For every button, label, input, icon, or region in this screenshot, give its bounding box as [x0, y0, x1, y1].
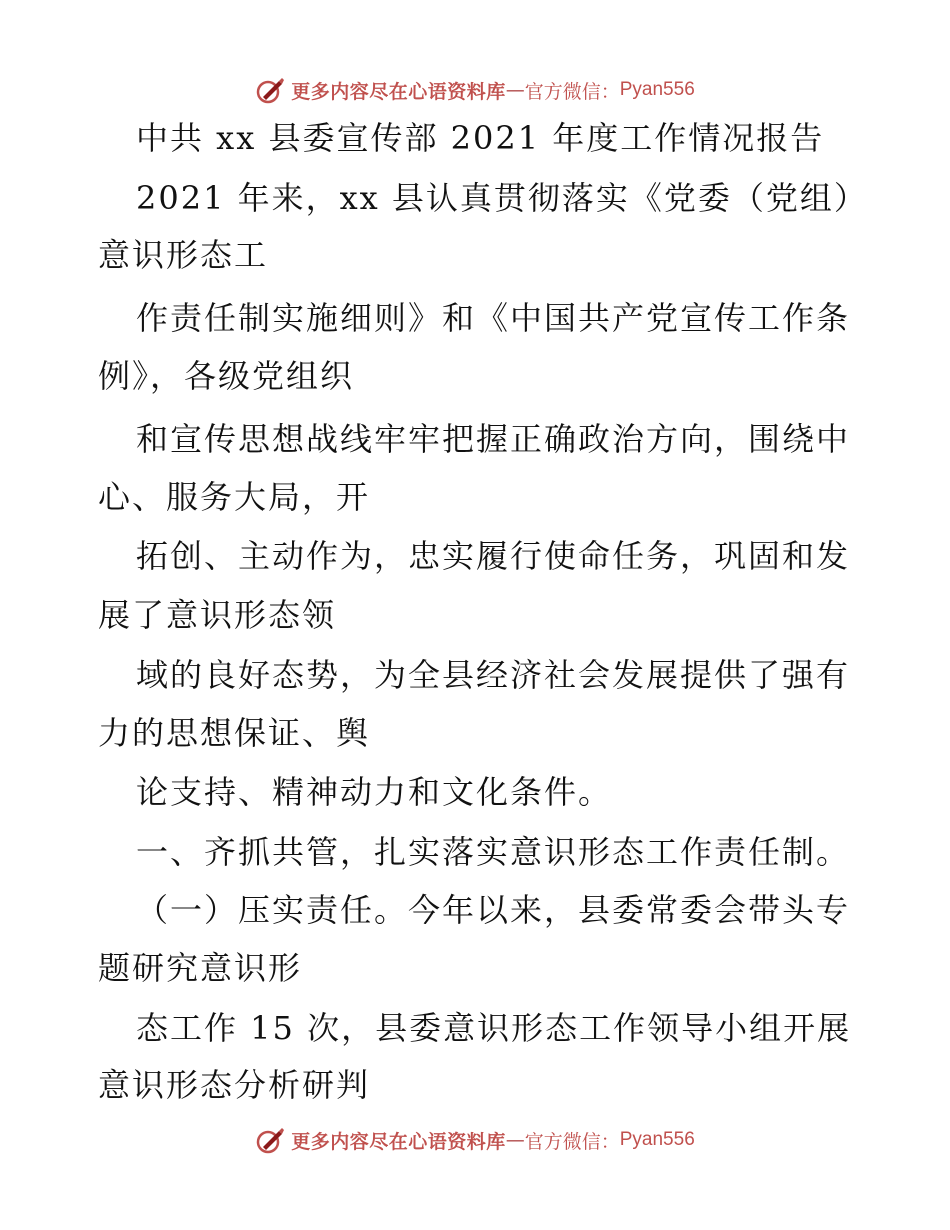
paragraph-line: 2021 年来，xx 县认真贯彻落实《党委（党组）	[136, 179, 868, 217]
paragraph-line: 心、服务大局，开	[98, 478, 371, 516]
paragraph-line: 例》，各级党组织	[98, 357, 355, 395]
paragraph-line: 论支持、精神动力和文化条件。	[136, 773, 613, 811]
header-watermark	[0, 70, 950, 110]
watermark-main-text: 更多内容尽在心语资料库	[291, 1130, 506, 1153]
paragraph-line: 态工作 15 次，县委意识形态工作领导小组开展	[136, 1009, 852, 1047]
paragraph-line: 意识形态分析研判	[98, 1066, 371, 1104]
subsection-heading: （一）压实责任。今年以来，县委常委会带头专	[136, 891, 851, 929]
paragraph-line: 力的思想保证、舆	[98, 714, 371, 752]
footer-watermark	[0, 1120, 950, 1160]
watermark-dash: —	[505, 79, 525, 101]
watermark-id: Pyan556	[619, 1129, 695, 1150]
paragraph-line: 域的良好态势，为全县经济社会发展提供了强有	[136, 656, 851, 694]
paragraph-line: 意识形态工	[98, 236, 269, 274]
paragraph-line: 作责任制实施细则》和《中国共产党宣传工作条	[136, 299, 851, 337]
pen-logo-icon	[255, 75, 285, 105]
paragraph-line: 和宣传思想战线牢牢把握正确政治方向，围绕中	[136, 420, 851, 458]
paragraph-line: 拓创、主动作为，忠实履行使命任务，巩固和发	[136, 537, 851, 575]
section-heading: 一、齐抓共管，扎实落实意识形态工作责任制。	[136, 833, 851, 871]
watermark-main-text: 更多内容尽在心语资料库	[291, 80, 506, 103]
document-title: 中共 xx 县委宣传部 2021 年度工作情况报告	[136, 119, 825, 157]
paragraph-line: 题研究意识形	[98, 949, 303, 987]
watermark-label: 官方微信：	[524, 1130, 620, 1153]
watermark-id: Pyan556	[619, 79, 695, 100]
pen-logo-icon	[255, 1125, 285, 1155]
watermark-label: 官方微信：	[524, 80, 620, 103]
watermark-dash: —	[505, 1129, 525, 1151]
paragraph-line: 展了意识形态领	[98, 596, 337, 634]
